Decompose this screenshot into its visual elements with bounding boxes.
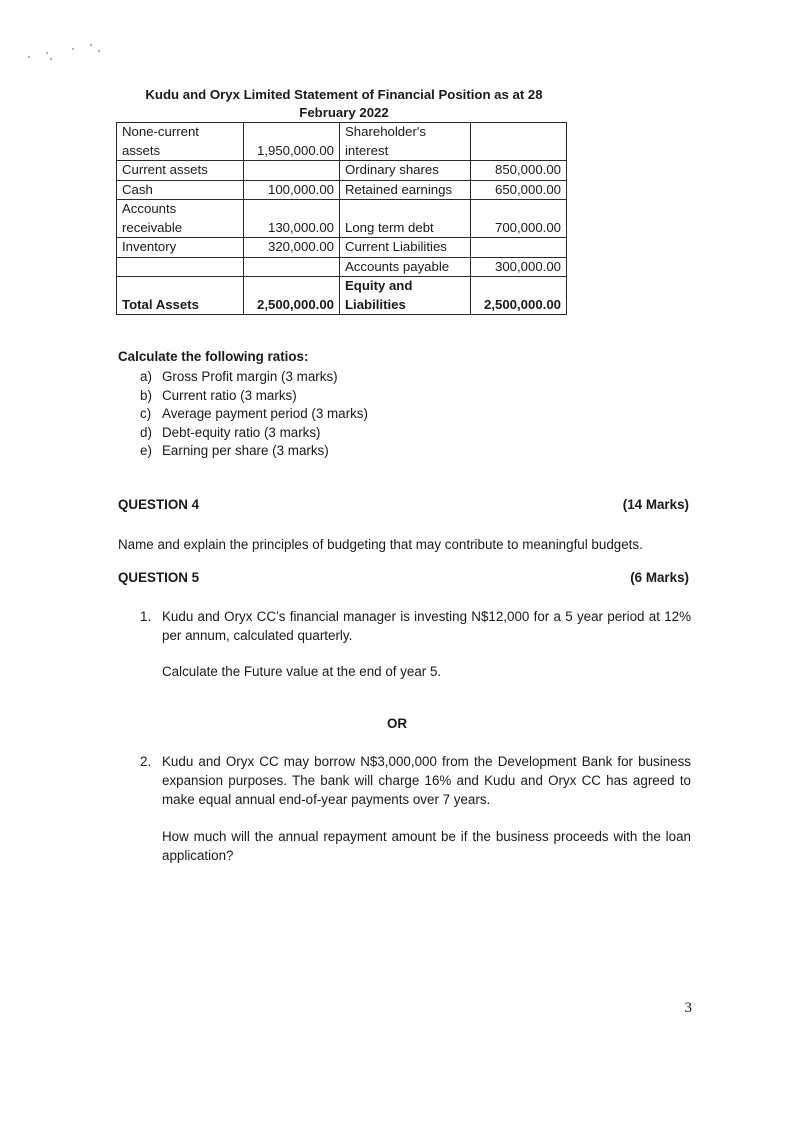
question-4-header — [118, 497, 689, 512]
item-text: Kudu and Oryx CC’s financial manager is investing N$12,000 for a 5 year period at 12% per annum, calculated quarterly. — [162, 609, 691, 643]
table-cell: Cash — [117, 180, 244, 200]
table-row — [117, 180, 567, 200]
question-5-label: QUESTION 5 — [118, 570, 200, 585]
question-5-marks: (6 Marks) — [630, 570, 689, 585]
item-text: Kudu and Oryx CC may borrow N$3,000,000 from the Development Bank for business expansion purposes. The bank will charge 16% and Kudu and Oryx CC has agreed to make equal annual end-of-year payments over 7 years. — [162, 754, 691, 807]
question-5-header — [118, 570, 689, 585]
table-cell: Total Assets — [117, 277, 244, 315]
item-number: 1. — [140, 609, 152, 624]
table-row — [117, 161, 567, 181]
list-item — [140, 368, 368, 387]
table-row — [117, 238, 567, 258]
question-5-item-2 — [140, 752, 691, 809]
page-number: 3 — [684, 1000, 692, 1016]
table-cell: Retained earnings — [340, 180, 471, 200]
table-row — [117, 257, 567, 277]
total-row — [117, 277, 567, 315]
list-text: Current ratio (3 marks) — [162, 387, 297, 403]
table-cell: None-current assets — [117, 123, 244, 161]
table-cell — [117, 257, 244, 277]
list-letter: c) — [140, 406, 152, 421]
scan-specks — [28, 44, 108, 64]
table-cell: Current assets — [117, 161, 244, 181]
item-number: 2. — [140, 754, 152, 769]
question-5-item-1-instruction: Calculate the Future value at the end of year 5. — [162, 664, 442, 679]
statement-title-line2: February 2022 — [299, 105, 389, 120]
table-row — [117, 200, 567, 238]
question-5-item-2-instruction: How much will the annual repayment amount be if the business proceeds with the loan application? — [162, 829, 691, 863]
table-cell: 2,500,000.00 — [244, 277, 340, 315]
question-5-item-1 — [140, 607, 691, 645]
table-cell: 300,000.00 — [471, 257, 567, 277]
table-cell: 100,000.00 — [244, 180, 340, 200]
table-cell: 320,000.00 — [244, 238, 340, 258]
question-4-label: QUESTION 4 — [118, 497, 200, 512]
list-item — [140, 387, 368, 406]
question-4-text: Name and explain the principles of budgeting that may contribute to meaningful budgets. — [118, 537, 643, 552]
table-cell: Accounts receivable — [117, 200, 244, 238]
table-cell — [471, 238, 567, 258]
table-cell: 650,000.00 — [471, 180, 567, 200]
table-row — [117, 123, 567, 161]
list-letter: e) — [140, 443, 152, 458]
ratios-heading: Calculate the following ratios: — [118, 349, 309, 364]
table-cell — [244, 257, 340, 277]
table-cell: Inventory — [117, 238, 244, 258]
list-item — [140, 442, 368, 461]
table-cell: Equity and Liabilities — [340, 277, 471, 315]
question-4-marks: (14 Marks) — [622, 497, 689, 512]
table-cell: Shareholder's interest — [340, 123, 471, 161]
table-cell: 130,000.00 — [244, 200, 340, 238]
financial-position-table — [116, 122, 567, 315]
table-cell: 2,500,000.00 — [471, 277, 567, 315]
table-cell: 700,000.00 — [471, 200, 567, 238]
table-cell: Current Liabilities — [340, 238, 471, 258]
table-cell: Long term debt — [340, 200, 471, 238]
ratios-list — [140, 368, 368, 461]
list-text: Average payment period (3 marks) — [162, 406, 368, 421]
table-cell: 1,950,000.00 — [244, 123, 340, 161]
statement-title-line1: Kudu and Oryx Limited Statement of Financial Position as at 28 — [145, 87, 543, 102]
list-letter: d) — [140, 424, 152, 440]
list-letter: b) — [140, 387, 152, 403]
table-cell — [471, 123, 567, 161]
list-text: Gross Profit margin (3 marks) — [162, 369, 338, 384]
list-letter: a) — [140, 369, 152, 384]
list-item — [140, 405, 368, 424]
list-item — [140, 424, 368, 443]
list-text: Earning per share (3 marks) — [162, 443, 329, 458]
table-cell — [244, 161, 340, 181]
or-separator: OR — [386, 716, 408, 731]
table-cell: Accounts payable — [340, 257, 471, 277]
table-cell: 850,000.00 — [471, 161, 567, 181]
table-cell: Ordinary shares — [340, 161, 471, 181]
list-text: Debt-equity ratio (3 marks) — [162, 424, 321, 440]
statement-title — [116, 86, 572, 122]
